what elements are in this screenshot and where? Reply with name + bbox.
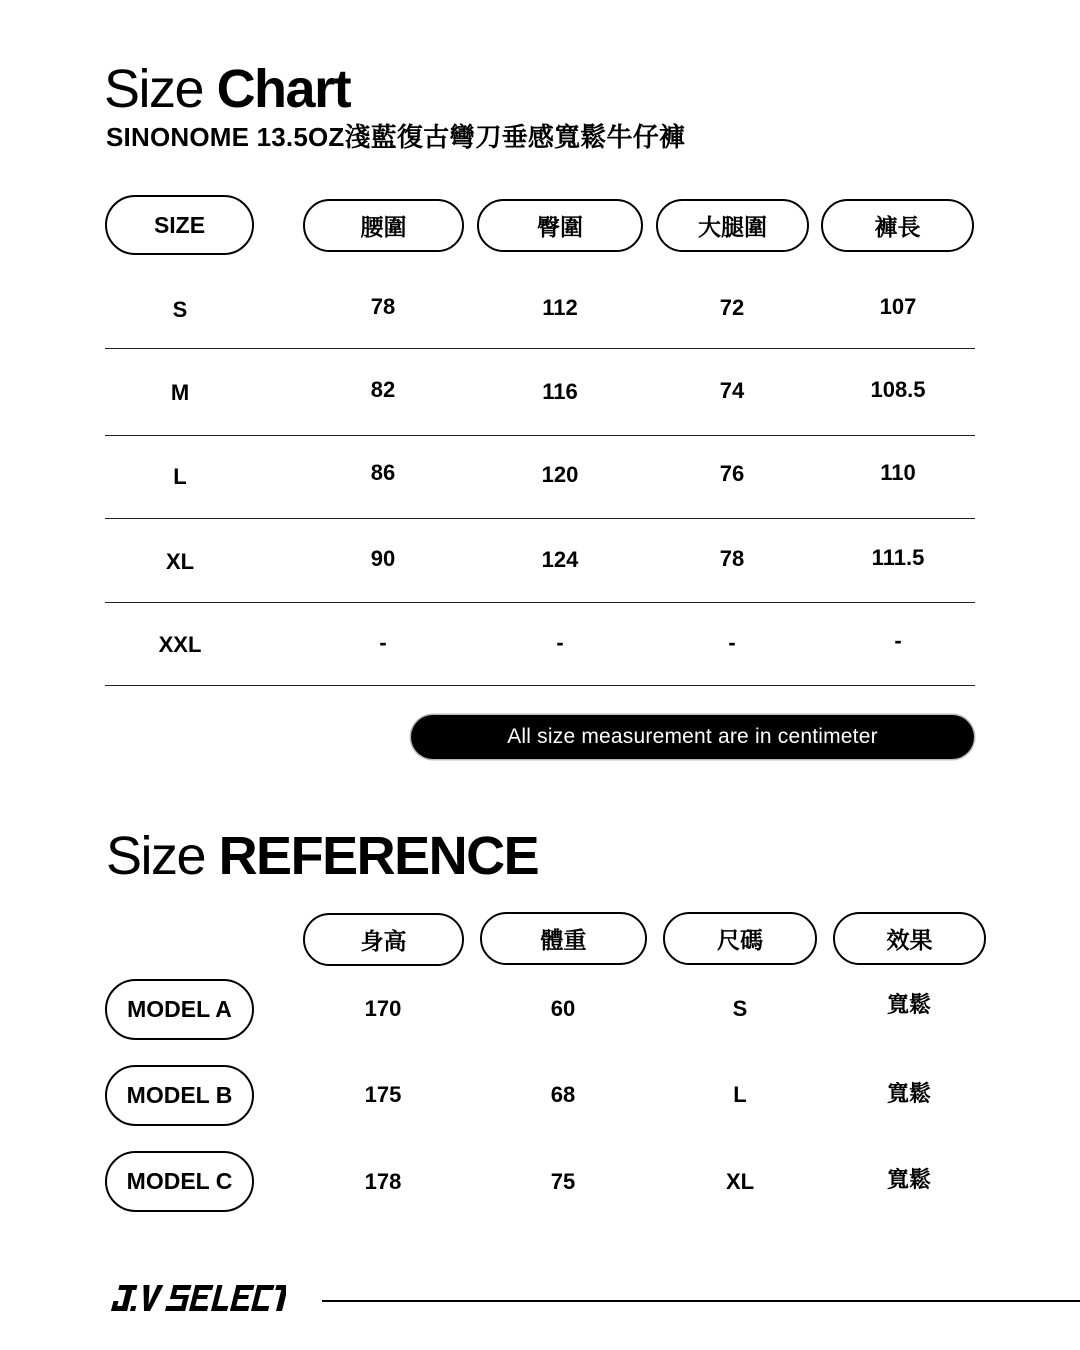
product-name: SINONOME 13.5OZ淺藍復古彎刀垂感寬鬆牛仔褲 bbox=[106, 122, 686, 152]
waist-value: 90 bbox=[370, 546, 396, 571]
brand-logo-icon bbox=[108, 1283, 286, 1319]
header-thigh: 大腿圍 bbox=[656, 199, 809, 252]
length-value: 110 bbox=[880, 460, 916, 485]
hip-value: 120 bbox=[541, 462, 579, 487]
size-value: L bbox=[733, 1082, 747, 1107]
row-divider bbox=[105, 518, 975, 519]
size-reference-title bbox=[106, 826, 539, 886]
size-label: S bbox=[172, 297, 188, 322]
title-bold-text: REFERENCE bbox=[218, 826, 539, 886]
header-height: 身高 bbox=[303, 913, 464, 966]
fit-value: 寬鬆 bbox=[886, 992, 932, 1017]
waist-value: 82 bbox=[370, 377, 396, 402]
header-weight: 體重 bbox=[480, 912, 647, 965]
size-label: L bbox=[173, 464, 187, 489]
weight-value: 60 bbox=[550, 996, 576, 1021]
row-divider bbox=[105, 348, 975, 349]
weight-value: 75 bbox=[550, 1169, 576, 1194]
header-length: 褲長 bbox=[821, 199, 974, 252]
height-value: 170 bbox=[364, 996, 402, 1021]
model-label: MODEL C bbox=[105, 1151, 254, 1212]
waist-value: - bbox=[379, 630, 387, 655]
size-value: S bbox=[732, 996, 748, 1021]
model-label: MODEL A bbox=[105, 979, 254, 1040]
row-divider bbox=[105, 435, 975, 436]
size-value: XL bbox=[725, 1169, 755, 1194]
header-fit: 效果 bbox=[833, 912, 986, 965]
hip-value: 116 bbox=[542, 379, 578, 404]
title-light-text: Size bbox=[104, 59, 204, 119]
length-value: 111.5 bbox=[871, 545, 925, 570]
fit-value: 寬鬆 bbox=[886, 1081, 932, 1106]
size-chart-title bbox=[104, 59, 351, 119]
title-bold-text: Chart bbox=[216, 59, 351, 119]
waist-value: 86 bbox=[370, 460, 396, 485]
size-label: XL bbox=[165, 549, 195, 574]
hip-value: 124 bbox=[541, 547, 579, 572]
length-value: 108.5 bbox=[870, 377, 926, 402]
header-waist: 腰圍 bbox=[303, 199, 464, 252]
hip-value: 112 bbox=[542, 295, 578, 320]
size-label: XXL bbox=[158, 632, 202, 657]
row-divider bbox=[105, 602, 975, 603]
weight-value: 68 bbox=[550, 1082, 576, 1107]
fit-value: 寬鬆 bbox=[886, 1167, 932, 1192]
thigh-value: 78 bbox=[719, 546, 745, 571]
length-value: - bbox=[894, 628, 902, 653]
size-label: M bbox=[170, 380, 190, 405]
model-label: MODEL B bbox=[105, 1065, 254, 1126]
header-size: 尺碼 bbox=[663, 912, 817, 965]
row-divider bbox=[105, 685, 975, 686]
height-value: 175 bbox=[364, 1082, 402, 1107]
thigh-value: 72 bbox=[719, 295, 745, 320]
length-value: 107 bbox=[879, 294, 917, 319]
thigh-value: 74 bbox=[719, 378, 745, 403]
title-light-text: Size bbox=[106, 826, 206, 886]
hip-value: - bbox=[556, 630, 564, 655]
unit-note: All size measurement are in centimeter bbox=[411, 715, 974, 759]
waist-value: 78 bbox=[370, 294, 396, 319]
thigh-value: 76 bbox=[719, 461, 745, 486]
header-size: SIZE bbox=[105, 195, 254, 255]
height-value: 178 bbox=[364, 1169, 402, 1194]
header-hip: 臀圍 bbox=[477, 199, 643, 252]
thigh-value: - bbox=[728, 630, 736, 655]
footer-divider bbox=[322, 1300, 1080, 1302]
